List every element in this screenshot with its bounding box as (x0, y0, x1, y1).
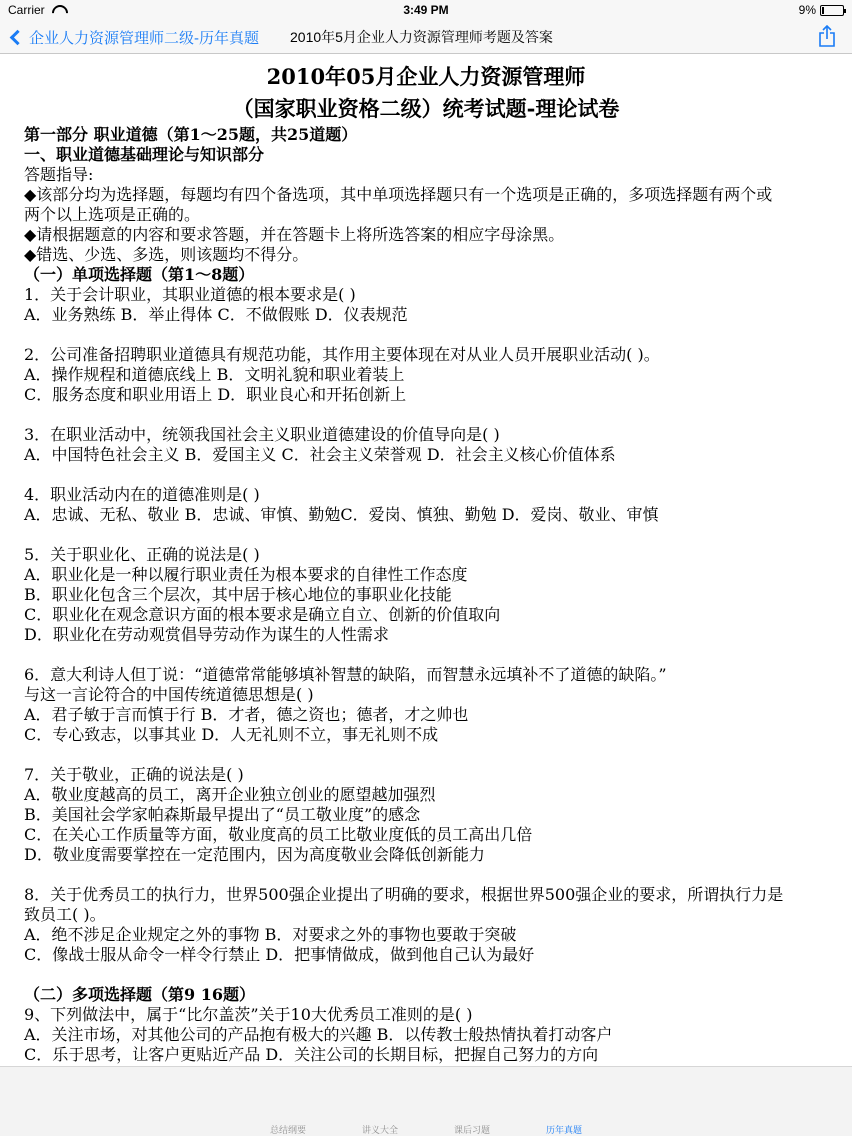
document-line: C．像战士服从命令一样令行禁止 D．把事情做成，做到他自己认为最好 (24, 945, 535, 964)
status-right (799, 3, 844, 17)
document-line: 5．关于职业化、正确的说法是( ) (24, 545, 260, 564)
back-button-label: 企业人力资源管理师二级-历年真题 (29, 29, 259, 47)
document-line: B．职业化包含三个层次，其中居于核心地位的事职业化技能 (24, 585, 452, 604)
document-line: C．乐于思考，让客户更贴近产品 D．关注公司的长期目标，把握自己努力的方向 (24, 1045, 599, 1064)
document-line: C．职业化在观念意识方面的根本要求是确立自立、创新的价值取向 (24, 605, 501, 624)
document-line: D．敬业度需要掌控在一定范围内，因为高度敬业会降低创新能力 (24, 845, 485, 864)
document-line: 两个以上选项是正确的。 (24, 205, 201, 224)
document-line: A．敬业度越高的员工，离开企业独立创业的愿望越加强烈 (24, 785, 436, 804)
status-time: 3:49 PM (403, 3, 449, 17)
tab-exercises[interactable]: 课后习题 (454, 1125, 491, 1135)
document-title: 2010年05月企业人力资源管理师 (266, 64, 586, 89)
tab-summary[interactable]: 总结纲要 (270, 1125, 307, 1135)
document-line: ◆错选、少选、多选，则该题均不得分。 (24, 245, 309, 264)
blank-line (24, 645, 828, 665)
document-line: 答题指导: (24, 165, 94, 184)
blank-line (24, 325, 828, 345)
status-left (8, 3, 65, 17)
document-line: C．专心致志，以事其业 D．人无礼则不立，事无礼则不成 (24, 725, 439, 744)
document-line: 6．意大利诗人但丁说：“道德常常能够填补智慧的缺陷，而智慧永远填补不了道德的缺陷。” (24, 665, 667, 684)
wifi-icon (51, 5, 65, 15)
document-line: A．忠诚、无私、敬业 B．忠诚、审慎、勤勉C．爱岗、慎独、勤勉 D．爱岗、敬业、审慎 (24, 505, 659, 524)
section-heading: （一）单项选择题（第1～8题） (24, 265, 255, 284)
share-icon[interactable] (818, 25, 836, 47)
document-line: A．君子敏于言而慎于行 B．才者，德之资也；德者，才之帅也 (24, 705, 469, 724)
tab-lectures[interactable]: 讲义大全 (362, 1125, 399, 1135)
battery-percent: 9% (798, 3, 816, 17)
document-line: 8．关于优秀员工的执行力，世界500强企业提出了明确的要求，根据世界500强企业的要求，所谓执行力是 (24, 885, 784, 904)
document-body (0, 125, 852, 1065)
carrier-label: Carrier (8, 3, 45, 17)
document-view[interactable] (0, 55, 852, 1065)
blank-line (24, 865, 828, 885)
section-heading: （二）多项选择题（第9 16题） (24, 985, 255, 1004)
document-line: ◆请根据题意的内容和要求答题，并在答题卡上将所选答案的相应字母涂黑。 (24, 225, 565, 244)
document-line: 致员工( )。 (24, 905, 106, 924)
document-line: 3．在职业活动中，统领我国社会主义职业道德建设的价值导向是( ) (24, 425, 500, 444)
document-line: 2．公司准备招聘职业道德具有规范功能，其作用主要体现在对从业人员开展职业活动( )。 (24, 345, 660, 364)
blank-line (24, 745, 828, 765)
blank-line (24, 525, 828, 545)
document-line: A．绝不涉足企业规定之外的事物 B．对要求之外的事物也要敢于突破 (24, 925, 517, 944)
section-heading: 第一部分 职业道德（第1～25题，共25道题） (24, 125, 358, 144)
document-line: A．操作规程和道德底线上 B．文明礼貌和职业着装上 (24, 365, 405, 384)
document-line: 9、下列做法中，属于“比尔盖茨”关于10大优秀员工准则的是( ) (24, 1005, 473, 1024)
document-subtitle: （国家职业资格二级）统考试题-理论试卷 (232, 96, 620, 121)
chevron-left-icon (10, 29, 26, 45)
battery-icon (820, 5, 844, 16)
back-button[interactable] (8, 25, 259, 49)
document-line: 1．关于会计职业，其职业道德的根本要求是( ) (24, 285, 356, 304)
document-line: A．关注市场，对其他公司的产品抱有极大的兴趣 B．以传教士般热情执着打动客户 (24, 1025, 613, 1044)
navigation-bar (0, 20, 852, 54)
document-line: A．业务熟练 B．举止得体 C．不做假账 D．仪表规范 (24, 305, 408, 324)
status-bar (0, 0, 852, 20)
document-line: 与这一言论符合的中国传统道德思想是( ) (24, 685, 314, 704)
battery-fill (822, 7, 824, 14)
document-line: D．职业化在劳动观赏倡导劳动作为谋生的人性需求 (24, 625, 389, 644)
section-heading: 一、职业道德基础理论与知识部分 (24, 145, 265, 164)
document-line: 7．关于敬业，正确的说法是( ) (24, 765, 244, 784)
page-title: 2010年5月企业人力资源管理师考题及答案 (290, 29, 553, 45)
document-line: B．美国社会学家帕森斯最早提出了“员工敬业度”的感念 (24, 805, 421, 824)
blank-line (24, 965, 828, 985)
document-line: A．职业化是一种以履行职业责任为根本要求的自律性工作态度 (24, 565, 468, 584)
tab-bar (0, 1066, 852, 1136)
document-line: 4．职业活动内在的道德准则是( ) (24, 485, 260, 504)
tab-past-exams[interactable]: 历年真题 (546, 1125, 583, 1135)
document-line: ◆该部分均为选择题，每题均有四个备选项，其中单项选择题只有一个选项是正确的，多项选择题有两个或 (24, 185, 773, 204)
document-line: C．在关心工作质量等方面，敬业度高的员工比敬业度低的员工高出几倍 (24, 825, 533, 844)
blank-line (24, 465, 828, 485)
document-line: A．中国特色社会主义 B．爱国主义 C．社会主义荣誉观 D．社会主义核心价值体系 (24, 445, 616, 464)
blank-line (24, 405, 828, 425)
document-line: C．服务态度和职业用语上 D．职业良心和开拓创新上 (24, 385, 407, 404)
